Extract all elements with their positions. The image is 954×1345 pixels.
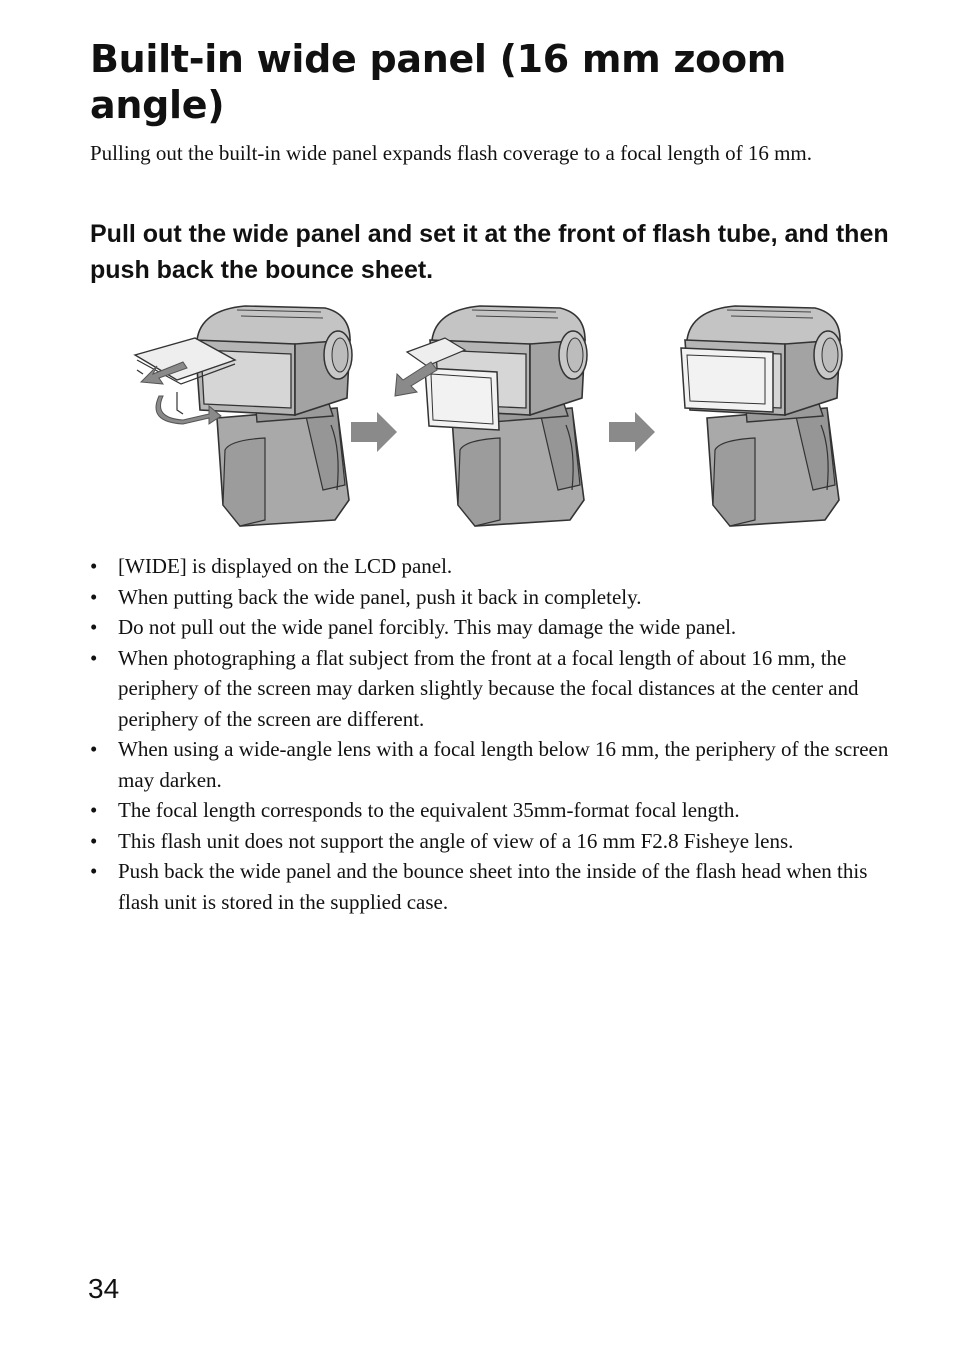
list-item-text: This flash unit does not support the angle of view of a 16 mm F2.8 Fisheye lens. (118, 828, 794, 853)
next-step-arrow-icon (351, 412, 397, 452)
notes-list (90, 551, 900, 917)
bullet: • (90, 798, 98, 822)
flash-unit-step-3 (681, 306, 842, 526)
list-item (90, 734, 900, 795)
list-item (90, 856, 900, 917)
wide-panel-illustration (125, 300, 855, 535)
bullet: • (90, 554, 98, 578)
intro-paragraph: Pulling out the built-in wide panel expands flash coverage to a focal length of 16 mm. (90, 141, 812, 165)
list-item-text: When using a wide-angle lens with a focal length below 16 mm, the periphery of the screen may darken. (118, 737, 889, 792)
page-number: 34 (88, 1273, 120, 1304)
bullet: • (90, 584, 98, 609)
page-title: Built-in wide panel (16 mm zoom angle) (90, 37, 787, 127)
bullet: • (90, 645, 98, 670)
bullet: • (90, 615, 98, 639)
bullet: • (90, 828, 98, 853)
list-item (90, 551, 900, 582)
bullet: • (90, 859, 98, 883)
list-item-text: When putting back the wide panel, push it back in completely. (118, 584, 642, 609)
list-item-text: The focal length corresponds to the equivalent 35mm-format focal length. (118, 798, 740, 822)
flash-unit-step-1 (135, 306, 352, 526)
bullet: • (90, 737, 98, 761)
list-item (90, 826, 900, 857)
next-step-arrow-icon (609, 412, 655, 452)
list-item (90, 612, 900, 643)
list-item-text: [WIDE] is displayed on the LCD panel. (118, 554, 453, 578)
step-heading: Pull out the wide panel and set it at the front of flash tube, and then push back the bounce sheet. (90, 220, 889, 284)
list-item (90, 643, 900, 735)
list-item (90, 582, 900, 613)
flash-unit-step-2 (395, 306, 587, 526)
list-item (90, 795, 900, 826)
list-item-text: Do not pull out the wide panel forcibly. This may damage the wide panel. (118, 615, 737, 639)
list-item-text: When photographing a flat subject from the front at a focal length of about 16 mm, the periphery of the screen may darken slightly because the focal distances at the center and periphery of the screen are different. (118, 645, 859, 731)
list-item-text: Push back the wide panel and the bounce sheet into the inside of the flash head when this flash unit is stored in the supplied case. (118, 859, 868, 914)
